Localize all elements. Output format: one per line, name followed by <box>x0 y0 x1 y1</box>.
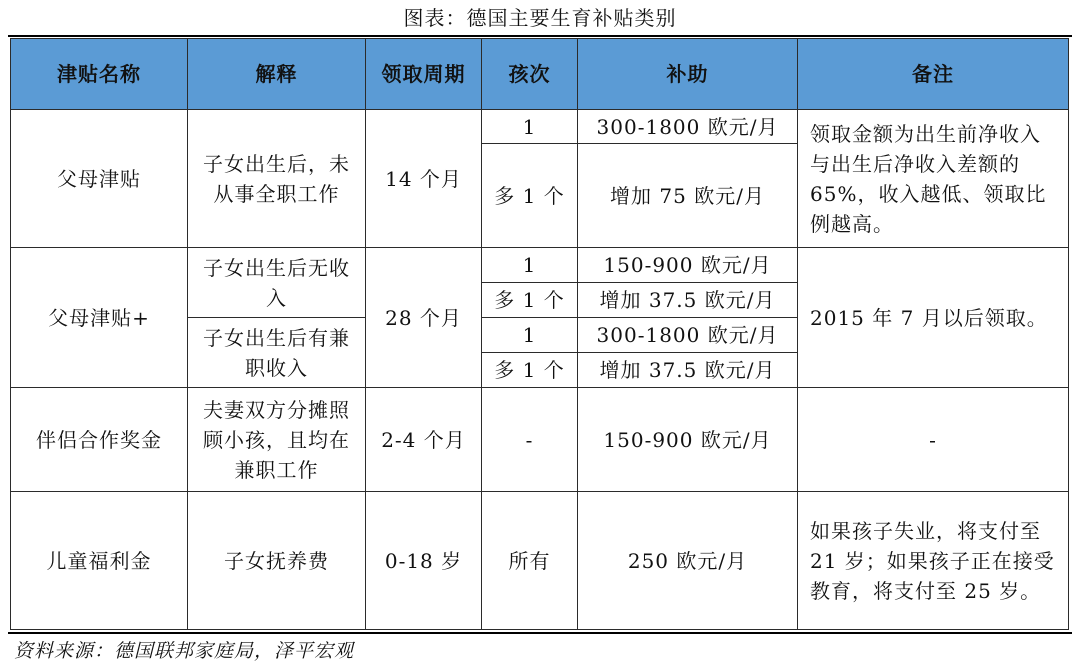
cell-explanation: 子女抚养费 <box>188 492 366 630</box>
cell-explanation: 子女出生后，未从事全职工作 <box>188 110 366 248</box>
cell-subsidy: 增加 75 欧元/月 <box>578 144 798 248</box>
table-row <box>11 388 1069 492</box>
table-row <box>11 492 1069 630</box>
table-row <box>11 248 1069 283</box>
header-explanation: 解释 <box>188 39 366 110</box>
cell-subsidy: 300-1800 欧元/月 <box>578 318 798 353</box>
cell-notes: 领取金额为出生前净收入与出生后净收入差额的 65%，收入越低、领取比例越高。 <box>798 110 1069 248</box>
cell-name: 父母津贴 <box>11 110 188 248</box>
cell-explanation: 夫妻双方分摊照顾小孩，且均在兼职工作 <box>188 388 366 492</box>
header-subsidy: 补助 <box>578 39 798 110</box>
top-rule <box>8 35 1072 37</box>
cell-children: 所有 <box>482 492 578 630</box>
cell-name: 儿童福利金 <box>11 492 188 630</box>
cell-notes: 如果孩子失业，将支付至 21 岁；如果孩子正在接受教育，将支付至 25 岁。 <box>798 492 1069 630</box>
cell-children: 1 <box>482 248 578 283</box>
header-period: 领取周期 <box>366 39 482 110</box>
cell-notes: - <box>798 388 1069 492</box>
header-name: 津贴名称 <box>11 39 188 110</box>
cell-notes: 2015 年 7 月以后领取。 <box>798 248 1069 388</box>
bottom-rule <box>8 632 1072 634</box>
cell-children: 多 1 个 <box>482 283 578 318</box>
cell-name: 父母津贴+ <box>11 248 188 388</box>
cell-children: 1 <box>482 318 578 353</box>
subsidy-table <box>10 38 1069 630</box>
cell-subsidy: 增加 37.5 欧元/月 <box>578 353 798 388</box>
cell-subsidy: 150-900 欧元/月 <box>578 388 798 492</box>
cell-period: 14 个月 <box>366 110 482 248</box>
cell-subsidy: 150-900 欧元/月 <box>578 248 798 283</box>
cell-period: 0-18 岁 <box>366 492 482 630</box>
cell-subsidy: 增加 37.5 欧元/月 <box>578 283 798 318</box>
header-notes: 备注 <box>798 39 1069 110</box>
cell-children: 多 1 个 <box>482 144 578 248</box>
cell-children: 多 1 个 <box>482 353 578 388</box>
cell-explanation: 子女出生后无收入 <box>188 248 366 318</box>
cell-explanation: 子女出生后有兼职收入 <box>188 318 366 388</box>
source-note: 资料来源：德国联邦家庭局，泽平宏观 <box>14 640 355 662</box>
cell-subsidy: 300-1800 欧元/月 <box>578 110 798 144</box>
header-children: 孩次 <box>482 39 578 110</box>
cell-name: 伴侣合作奖金 <box>11 388 188 492</box>
cell-subsidy: 250 欧元/月 <box>578 492 798 630</box>
table-title: 图表：德国主要生育补贴类别 <box>403 6 677 30</box>
cell-children: - <box>482 388 578 492</box>
cell-period: 2-4 个月 <box>366 388 482 492</box>
table-row <box>11 110 1069 144</box>
cell-children: 1 <box>482 110 578 144</box>
header-row <box>11 39 1069 110</box>
cell-period: 28 个月 <box>366 248 482 388</box>
